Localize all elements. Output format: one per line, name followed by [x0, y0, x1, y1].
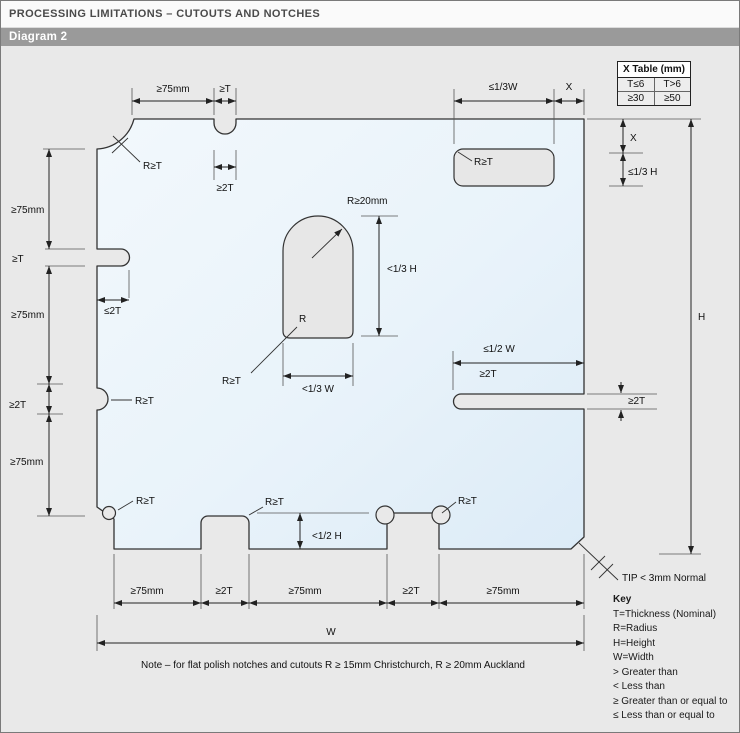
corner-relief-hole	[103, 507, 116, 520]
note-text: Note – for flat polish notches and cutouts R ≥ 15mm Christchurch, R ≥ 20mm Auckland	[141, 660, 525, 671]
dim-slot-height-2t: ≥2T	[628, 396, 646, 407]
label-arch-r: R	[299, 314, 307, 325]
key-title: Key	[613, 594, 632, 605]
dim-height: H	[698, 312, 706, 323]
page-title: PROCESSING LIMITATIONS – CUTOUTS AND NOTCHES	[9, 8, 321, 20]
key-item-less: < Less than	[613, 681, 665, 692]
dim-left-75mm-3: ≥75mm	[10, 457, 44, 468]
dim-top-75mm: ≥75mm	[156, 84, 190, 95]
label-corner-hole-radius: R≥T	[136, 496, 155, 507]
dim-bottom-75mm-1: ≥75mm	[130, 586, 164, 597]
key-item-greater-equal: ≥ Greater than or equal to	[613, 695, 728, 707]
key-item-radius: R=Radius	[613, 623, 658, 634]
dim-left-slot-height: ≥T	[12, 254, 24, 265]
dim-right-x: X	[630, 133, 637, 144]
dim-left-75mm-2: ≥75mm	[11, 310, 45, 321]
arch-cutout	[283, 216, 353, 338]
dim-right-third-height: ≤1/3 H	[628, 167, 658, 178]
dim-arch-third-height: <1/3 H	[387, 264, 417, 275]
dim-left-slot-depth: ≤2T	[104, 306, 122, 317]
label-arch-radius-20: R≥20mm	[347, 196, 388, 207]
x-table-col-header-2: T>6	[655, 78, 691, 92]
label-tip: TIP < 3mm Normal	[622, 573, 706, 584]
dim-bottom-75mm-2: ≥75mm	[288, 586, 322, 597]
dim-left-2t: ≥2T	[9, 400, 27, 411]
key-item-less-equal: ≤ Less than or equal to	[613, 710, 715, 721]
label-keyhole-radius: R≥T	[458, 496, 477, 507]
dim-arch-third-width: <1/3 W	[302, 384, 334, 395]
x-table-value-1: ≥30	[618, 92, 655, 105]
key-item-greater: > Greater than	[613, 666, 678, 678]
dim-bottom-notch-half-height: <1/2 H	[312, 531, 342, 542]
label-corner-radius: R≥T	[143, 161, 162, 172]
dim-top-notch-2t: ≥2T	[216, 183, 234, 194]
dim-slot-half-width: ≤1/2 W	[483, 344, 515, 355]
label-bottom-notch-radius: R≥T	[265, 497, 284, 508]
x-table-col-header-1: T≤6	[618, 78, 655, 92]
key-item-thickness: T=Thickness (Nominal)	[613, 608, 717, 620]
dim-cutout-third-width: ≤1/3W	[488, 82, 518, 93]
dim-bottom-75mm-3: ≥75mm	[486, 586, 520, 597]
dim-cutout-x: X	[565, 82, 573, 93]
key-item-height: H=Height	[613, 637, 655, 649]
x-table	[617, 61, 691, 106]
diagram-label: Diagram 2	[9, 31, 68, 43]
dim-width: W	[326, 627, 336, 638]
key-item-width: W=Width	[613, 652, 654, 663]
label-arch-corner-radius: R≥T	[222, 376, 241, 387]
dim-left-75mm-1: ≥75mm	[11, 205, 45, 216]
x-table-value-2: ≥50	[663, 93, 681, 104]
keyhole-left-lobe	[376, 506, 394, 524]
x-table-title: X Table (mm)	[618, 62, 690, 78]
dim-top-notch-width: ≥T	[219, 84, 231, 95]
label-left-notch-radius: R≥T	[135, 396, 154, 407]
rounded-rect-cutout	[454, 149, 554, 186]
glass-panel	[97, 119, 584, 549]
dim-bottom-2t-2: ≥2T	[402, 586, 420, 597]
dim-slot-2t: ≥2T	[479, 369, 497, 380]
dim-bottom-2t-1: ≥2T	[215, 586, 233, 597]
key-legend	[613, 593, 727, 724]
label-cutout-radius: R≥T	[474, 157, 493, 168]
